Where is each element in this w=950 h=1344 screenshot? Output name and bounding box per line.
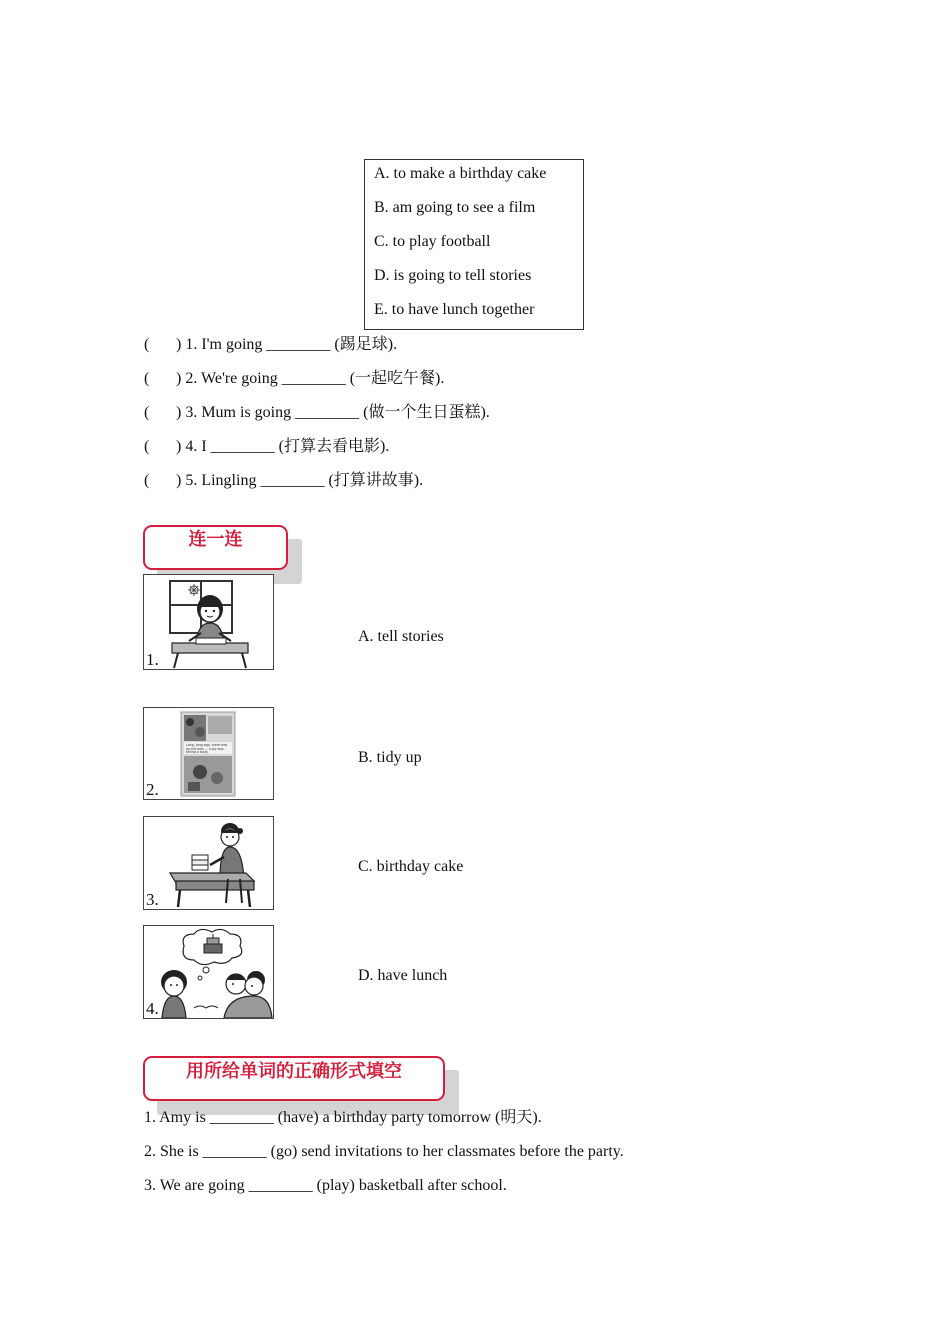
- option-d: D. is going to tell stories: [374, 267, 532, 284]
- answer-blank[interactable]: (: [144, 404, 150, 421]
- picture-number: 4.: [146, 999, 159, 1018]
- question-text: ) 1. I'm going ________ (踢足球).: [176, 336, 398, 353]
- match-picture-3[interactable]: [143, 816, 274, 910]
- answer-blank[interactable]: (: [144, 336, 150, 353]
- choice-question-1: [144, 335, 397, 355]
- match-picture-2[interactable]: [143, 707, 274, 800]
- option-c: C. to play football: [374, 233, 491, 250]
- match-option-c[interactable]: C. birthday cake: [358, 858, 464, 875]
- fill-question-2: 2. She is ________ (go) send invitations to her classmates before the party.: [144, 1143, 624, 1160]
- picture-number: 1.: [146, 650, 159, 669]
- match-picture-1[interactable]: [143, 574, 274, 670]
- options-box: [364, 159, 584, 330]
- section-title: 连一连: [143, 525, 288, 570]
- choice-question-5: [144, 471, 423, 491]
- match-option-b[interactable]: B. tidy up: [358, 749, 422, 766]
- storybook-caption: Long, long ago, there was an old man ... Lucy was telling a story.: [186, 744, 228, 755]
- option-e: E. to have lunch together: [374, 301, 535, 318]
- girl-eating-lunch-icon: [144, 575, 274, 670]
- question-text: ) 2. We're going ________ (一起吃午餐).: [176, 370, 445, 387]
- section-title: 用所给单词的正确形式填空: [143, 1056, 445, 1101]
- option-a: A. to make a birthday cake: [374, 165, 547, 182]
- girl-tidying-desk-icon: [144, 817, 274, 910]
- answer-blank[interactable]: (: [144, 438, 150, 455]
- question-text: ) 4. I ________ (打算去看电影).: [176, 438, 390, 455]
- question-text: ) 5. Lingling ________ (打算讲故事).: [176, 472, 424, 489]
- answer-blank[interactable]: (: [144, 472, 150, 489]
- match-option-a[interactable]: A. tell stories: [358, 628, 444, 645]
- answer-blank[interactable]: (: [144, 370, 150, 387]
- picture-number: 3.: [146, 890, 159, 909]
- option-b: B. am going to see a film: [374, 199, 536, 216]
- question-text: ) 3. Mum is going ________ (做一个生日蛋糕).: [176, 404, 490, 421]
- fill-question-3: 3. We are going ________ (play) basketball after school.: [144, 1177, 507, 1194]
- match-picture-4[interactable]: [143, 925, 274, 1019]
- fill-question-1: 1. Amy is ________ (have) a birthday party tomorrow (明天).: [144, 1109, 542, 1126]
- choice-question-3: [144, 403, 490, 423]
- match-option-d[interactable]: D. have lunch: [358, 967, 448, 984]
- choice-question-4: [144, 437, 389, 457]
- choice-question-2: [144, 369, 444, 389]
- picture-number: 2.: [146, 780, 159, 799]
- children-dreaming-cake-icon: [144, 926, 274, 1019]
